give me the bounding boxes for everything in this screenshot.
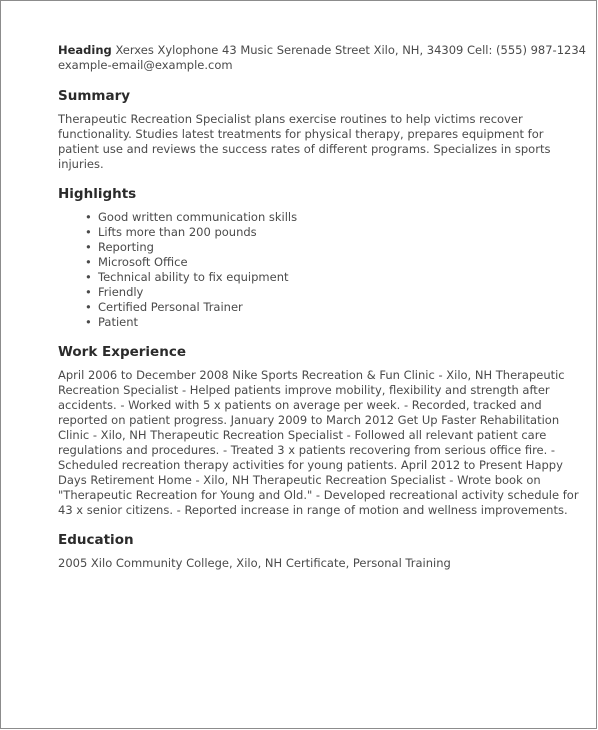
highlight-item	[85, 315, 586, 330]
bullet-icon: •	[85, 270, 92, 284]
highlight-text: Patient	[98, 315, 139, 329]
bullet-icon: •	[85, 225, 92, 239]
summary-text: Therapeutic Recreation Specialist plans exercise routines to help victims recover functionality. Studies latest treatments for physical therapy, prepares equipment for patient use and reviews the success rates of different programs. Specializes in sports injuries.	[58, 112, 551, 171]
highlight-item	[85, 285, 586, 300]
highlight-item	[85, 300, 586, 315]
resume-content	[58, 43, 586, 571]
summary-title: Summary	[58, 88, 131, 104]
highlight-item	[85, 255, 586, 270]
highlight-text: Friendly	[98, 285, 144, 299]
highlight-item	[85, 225, 586, 240]
highlight-item	[85, 210, 586, 225]
highlight-text: Certified Personal Trainer	[98, 300, 243, 314]
education-text: 2005 Xilo Community College, Xilo, NH Certificate, Personal Training	[58, 556, 451, 570]
highlight-item	[85, 240, 586, 255]
work-experience-title: Work Experience	[58, 344, 186, 360]
education-title: Education	[58, 532, 134, 548]
bullet-icon: •	[85, 240, 92, 254]
bullet-icon: •	[85, 285, 92, 299]
highlight-text: Reporting	[98, 240, 154, 254]
highlight-text: Good written communication skills	[98, 210, 298, 224]
bullet-icon: •	[85, 300, 92, 314]
highlight-text: Microsoft Office	[98, 255, 188, 269]
resume-header	[58, 43, 586, 73]
highlight-text: Technical ability to fix equipment	[98, 270, 289, 284]
contact-info: Xerxes Xylophone 43 Music Serenade Street Xilo, NH, 34309 Cell: (555) 987-1234 example-email@example.com	[58, 43, 586, 72]
bullet-icon: •	[85, 255, 92, 269]
highlights-title: Highlights	[58, 186, 137, 202]
bullet-icon: •	[85, 315, 92, 329]
highlights-list	[58, 210, 586, 330]
highlight-item	[85, 270, 586, 285]
bullet-icon: •	[85, 210, 92, 224]
heading-label: Heading	[58, 43, 112, 57]
work-experience-text: April 2006 to December 2008 Nike Sports Recreation & Fun Clinic - Xilo, NH Therapeutic Recreation Specialist - Helped patients improve mobility, flexibility and strength after accidents. - Worked with 5 x patients on average per week. - Recorded, tracked and reported on patient progress. January 2009 to March 2012 Get Up Faster Rehabilitation Clinic - Xilo, NH Therapeutic Recreation Specialist - Followed all relevant patient care regulations and procedures. - Treated 3 x patients recovering from serious office fire. - Scheduled recreation therapy activities for young patients. April 2012 to Present Happy Days Retirement Home - Xilo, NH Therapeutic Recreation Specialist - Wrote book on "Therapeutic Recreation for Young and Old." - Developed recreational activity schedule for 43 x senior citizens. - Reported increase in range of motion and wellness improvements.	[58, 368, 579, 517]
highlight-text: Lifts more than 200 pounds	[98, 225, 257, 239]
